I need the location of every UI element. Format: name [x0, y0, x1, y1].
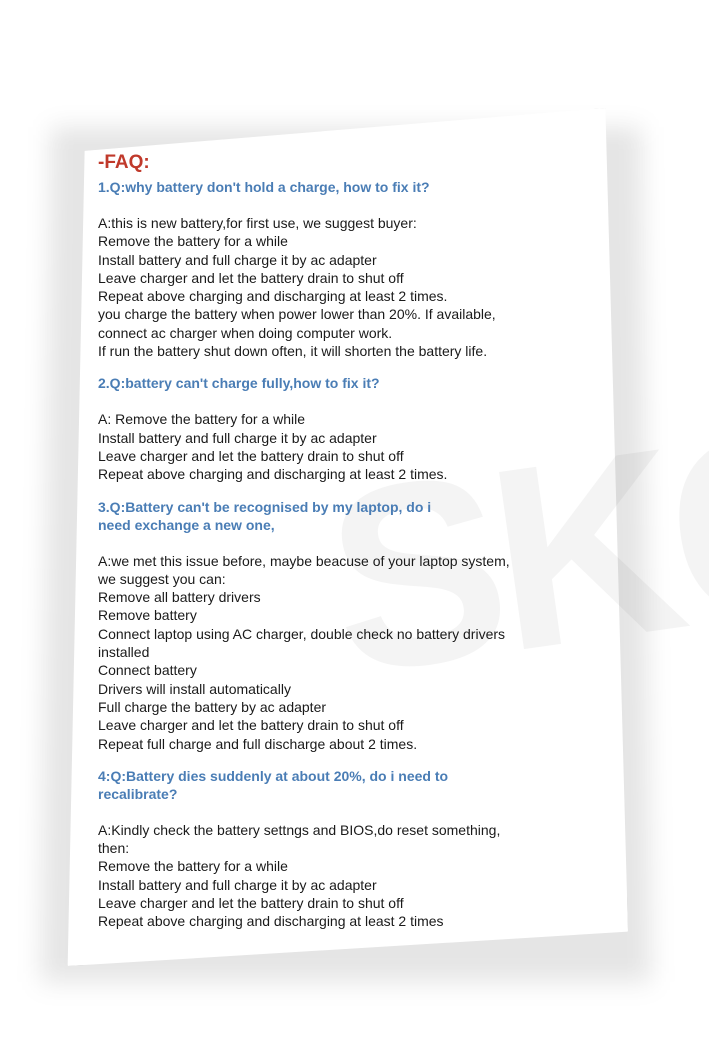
answer-3-line: Connect laptop using AC charger, double check no battery drivers [98, 625, 506, 642]
question-2: 2.Q:battery can't charge fully,how to fix it? [98, 375, 380, 392]
answer-3-line: Remove battery [98, 607, 197, 624]
answer-3-line: Remove all battery drivers [98, 589, 261, 606]
answer-1-line: Repeat above charging and discharging at least 2 times. [98, 288, 448, 305]
question-1: 1.Q:why battery don't hold a charge, how to fix it? [98, 179, 430, 195]
answer-2-line: Repeat above charging and discharging at least 2 times. [98, 466, 448, 483]
faq-section-4 [98, 767, 598, 931]
answer-4-line: Remove the battery for a while [98, 858, 288, 875]
answer-3-line: Leave charger and let the battery drain to shut off [98, 717, 404, 734]
answer-3-line: installed [98, 644, 150, 661]
answer-3-line: Connect battery [98, 662, 197, 679]
answer-2-line: Install battery and full charge it by ac adapter [98, 429, 377, 446]
answer-4-line: then: [98, 840, 130, 857]
answer-1-line: you charge the battery when power lower than 20%. If available, [98, 306, 496, 323]
answer-1-line: Install battery and full charge it by ac adapter [98, 251, 377, 268]
answer-3-line: A:we met this issue before, maybe beacuse of your laptop system, [98, 552, 510, 569]
answer-3-line: Drivers will install automatically [98, 680, 291, 697]
answer-1-line: Leave charger and let the battery drain to shut off [98, 269, 404, 286]
answer-3-line: we suggest you can: [98, 570, 226, 587]
answer-4-line: Install battery and full charge it by ac adapter [98, 876, 377, 893]
answer-4-line: Leave charger and let the battery drain to shut off [98, 895, 404, 912]
question-4: 4:Q:Battery dies suddenly at about 20%, do i need to [98, 767, 449, 784]
faq-title: -FAQ: [98, 152, 150, 173]
answer-1-line: A:this is new battery,for first use, we suggest buyer: [98, 215, 417, 231]
faq-content [98, 152, 598, 945]
question-4: recalibrate? [98, 785, 178, 802]
faq-section-2 [98, 374, 598, 483]
answer-1-line: If run the battery shut down often, it will shorten the battery life. [98, 343, 488, 360]
answer-3-line: Repeat full charge and full discharge about 2 times. [98, 735, 418, 752]
answer-3-line: Full charge the battery by ac adapter [98, 698, 327, 715]
faq-section-1 [98, 178, 598, 360]
answer-4-line: Repeat above charging and discharging at least 2 times [98, 913, 444, 930]
faq-section-3 [98, 498, 598, 753]
question-3: 3.Q:Battery can't be recognised by my laptop, do i [98, 498, 432, 515]
answer-1-line: Remove the battery for a while [98, 233, 288, 250]
answer-4-line: A:Kindly check the battery settngs and BIOS,do reset something, [98, 821, 501, 838]
answer-2-line: A: Remove the battery for a while [98, 411, 305, 428]
answer-2-line: Leave charger and let the battery drain to shut off [98, 447, 404, 464]
question-3: need exchange a new one, [98, 516, 275, 533]
answer-1-line: connect ac charger when doing computer work. [98, 324, 393, 341]
